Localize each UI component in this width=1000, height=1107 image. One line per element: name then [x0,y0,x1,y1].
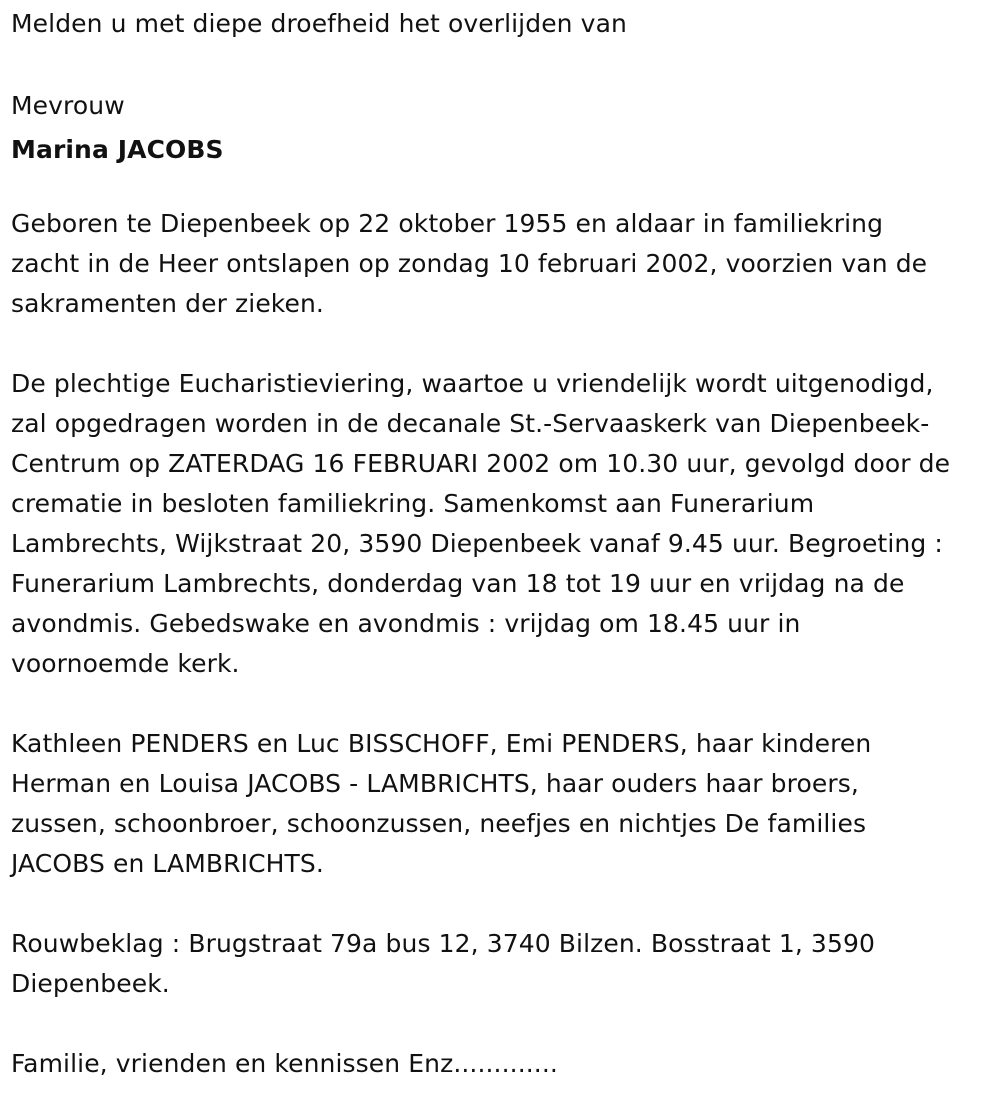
paragraph-line: Kathleen PENDERS en Luc BISSCHOFF, Emi PENDERS, haar kinderen [11,729,872,758]
spacer [11,324,991,364]
paragraph-line: Funerarium Lambrechts, donderdag van 18 tot 19 uur en vrijdag na de [11,569,905,598]
spacer [11,1004,991,1044]
paragraph-line: JACOBS en LAMBRICHTS. [11,849,324,878]
salutation: Mevrouw [11,91,125,120]
paragraph-line: Lambrechts, Wijkstraat 20, 3590 Diepenbeek vanaf 9.45 uur. Begroeting : [11,529,943,558]
paragraph-line: Centrum op ZATERDAG 16 FEBRUARI 2002 om 10.30 uur, gevolgd door de [11,449,951,478]
spacer [11,174,991,204]
family-paragraph [11,724,991,884]
paragraph-line: crematie in besloten familiekring. Samenkomst aan Funerarium [11,489,815,518]
spacer [11,884,991,924]
paragraph-line: zacht in de Heer ontslapen op zondag 10 februari 2002, voorzien van de [11,249,928,278]
deceased-name: Marina JACOBS [11,135,224,164]
paragraph-line: Herman en Louisa JACOBS - LAMBRICHTS, haar ouders haar broers, [11,769,859,798]
condolence-address-paragraph [11,924,991,1004]
intro-line: Melden u met diepe droefheid het overlijden van [11,9,627,38]
paragraph-line: voornoemde kerk. [11,649,240,678]
paragraph-line: De plechtige Eucharistieviering, waartoe u vriendelijk wordt uitgenodigd, [11,369,934,398]
birth-death-paragraph [11,204,991,324]
spacer [11,684,991,724]
ceremony-paragraph [11,364,991,684]
paragraph-line: zal opgedragen worden in de decanale St.-Servaaskerk van Diepenbeek- [11,409,930,438]
paragraph-line: sakramenten der zieken. [11,289,324,318]
obituary-document [11,4,991,1084]
spacer [11,44,991,84]
paragraph-line: Rouwbeklag : Brugstraat 79a bus 12, 3740 Bilzen. Bosstraat 1, 3590 [11,929,875,958]
paragraph-line: avondmis. Gebedswake en avondmis : vrijdag om 18.45 uur in [11,609,801,638]
closing-line: Familie, vrienden en kennissen Enz............. [11,1049,558,1078]
paragraph-line: zussen, schoonbroer, schoonzussen, neefjes en nichtjes De families [11,809,867,838]
paragraph-line: Diepenbeek. [11,969,170,998]
paragraph-line: Geboren te Diepenbeek op 22 oktober 1955 en aldaar in familiekring [11,209,884,238]
